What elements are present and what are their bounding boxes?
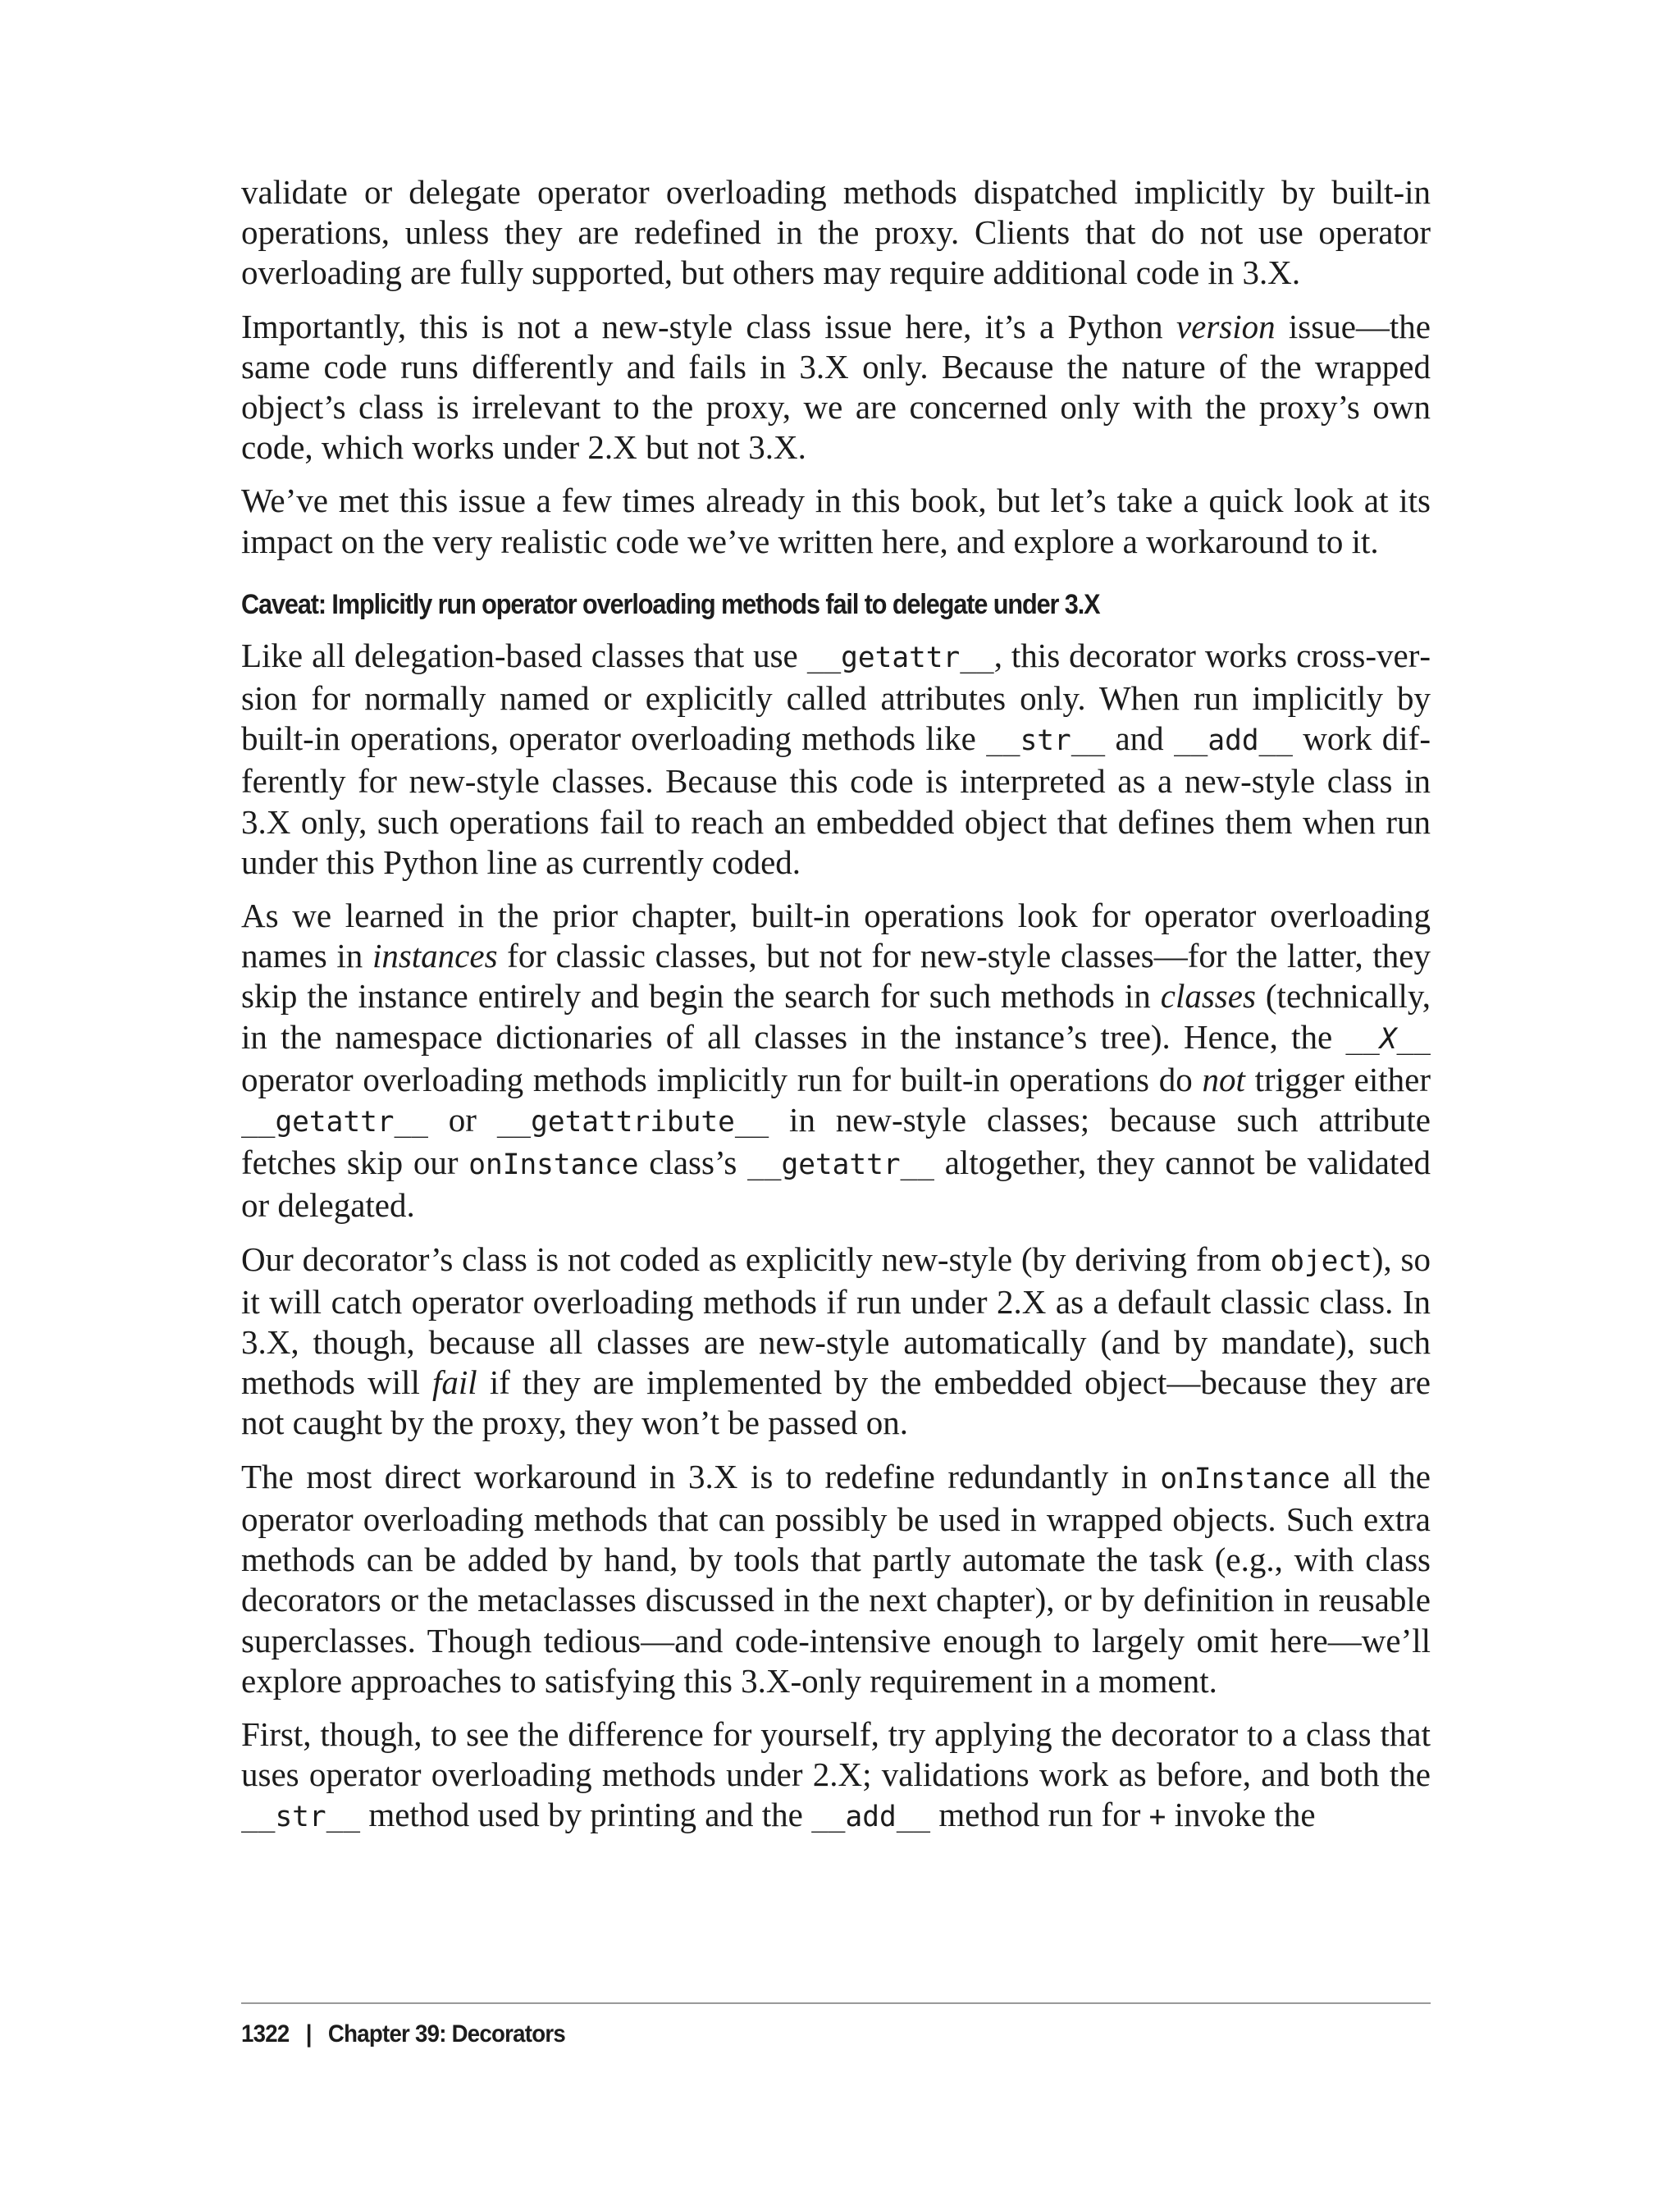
inline-code: __getattr__ xyxy=(747,1148,934,1182)
paragraph xyxy=(241,1457,1431,1701)
emphasis-text: version xyxy=(1176,307,1276,345)
paragraph xyxy=(241,1714,1431,1838)
page-number: 1322 xyxy=(241,2020,290,2048)
paragraph-text: method used by printing and the xyxy=(360,1796,812,1834)
paragraph-text: operator overloading methods implicitly run for built-in operations do xyxy=(241,1060,1203,1098)
inline-code: object xyxy=(1270,1244,1372,1278)
paragraph-text: and xyxy=(1105,719,1174,758)
paragraph-text: Like all delegation-based classes that use xyxy=(241,636,807,674)
paragraph xyxy=(241,896,1431,1226)
inline-code: __getattr__ xyxy=(806,641,994,674)
footer-divider xyxy=(241,2002,1431,2004)
page-footer xyxy=(241,2018,565,2051)
inline-code: onInstance xyxy=(1160,1462,1331,1495)
inline-code: __add__ xyxy=(1173,724,1294,758)
paragraph-text: The most direct workaround in 3.X is to redefine redundantly in xyxy=(241,1457,1161,1495)
inline-code: __str__ xyxy=(241,1801,361,1834)
paragraph-text: issue—the same code runs differently and fails in 3.X only. Because the nature of the wrapped object’s class is irrelevant to the proxy, we are concerned only with the proxy’s own code, which works under 2.X but not 3.X. xyxy=(241,307,1431,467)
paragraph xyxy=(241,481,1431,561)
paragraph-text: Importantly, this is not a new-style class issue here, it’s a Python xyxy=(241,307,1176,345)
page-body xyxy=(241,172,1431,1851)
paragraph-text: in new-style classes; because such attribute fetches skip our xyxy=(241,1101,1431,1182)
inline-code: __X__ xyxy=(1345,1022,1431,1056)
paragraph-text: validate or delegate operator overloading methods dispatched implicitly by built-in operations, unless they are redefined in the proxy. Clients that do not use operator overloading are fully supported, but others may require additional code in 3.X. xyxy=(241,173,1431,292)
paragraph-text: We’ve met this issue a few times already in this book, but let’s take a quick look at its impact on the very realistic code we’ve written here, and explore a workaround to it. xyxy=(241,482,1431,560)
inline-code: __getattr__ xyxy=(241,1106,428,1139)
emphasis-text: classes xyxy=(1160,977,1256,1016)
paragraph xyxy=(241,1239,1431,1444)
emphasis-text: not xyxy=(1202,1060,1245,1098)
paragraph-text: method run for xyxy=(930,1796,1149,1834)
paragraph-text: work differently for new-style classes. Because this code is interpreted as a new-style class in 3.X only, such operations fail to reach an embedded object that defines them when run under this Python line as currently coded. xyxy=(241,719,1431,881)
paragraph-text: ), so it will catch operator overloading methods if run under 2.X as a default classic class. In 3.X, though, because all classes are new-style automatically (and by mandate), such methods will xyxy=(241,1239,1431,1402)
inline-code: onInstance xyxy=(468,1148,639,1182)
paragraph-text: all the operator overloading methods that can possibly be used in wrapped objects. Such extra methods can be added by hand, by tools that partly automate the task (e.g., with class decorators or the metaclasses discussed in the next chapter), or by definition in reusable superclasses. Though tedious—and code-intensive enough to largely omit here—we’ll explore approaches to satisfying this 3.X-only requirement in a moment. xyxy=(241,1457,1431,1700)
emphasis-text: fail xyxy=(432,1363,477,1402)
paragraph xyxy=(241,172,1431,294)
paragraph xyxy=(241,307,1431,468)
section-heading: Caveat: Implicitly run operator overloading methods fail to delegate under 3.X xyxy=(241,588,1100,620)
paragraph-text: (technically, in the namespace dictionaries of all classes in the instance’s tree). Hence, the xyxy=(241,977,1431,1056)
paragraph-text: class’s xyxy=(638,1144,748,1182)
paragraph-text: invoke the xyxy=(1166,1796,1316,1834)
paragraph-text: First, though, to see the difference for yourself, try applying the decorator to a class that uses operator overloading methods under 2.X; validations work as before, and both the xyxy=(241,1714,1431,1794)
paragraph-text: altogether, they cannot be validated or delegated. xyxy=(241,1144,1431,1225)
inline-code: __str__ xyxy=(986,724,1106,758)
inline-code: + xyxy=(1148,1801,1166,1834)
paragraph-text: trigger either xyxy=(1244,1060,1431,1098)
inline-code: __add__ xyxy=(811,1801,931,1834)
paragraph-text: , this decorator works cross-version for normally named or explicitly called attributes only. When run implicitly by built-in operations, operator overloading methods like xyxy=(241,636,1431,758)
paragraph xyxy=(241,636,1431,883)
chapter-title: Chapter 39: Decorators xyxy=(327,2020,565,2048)
paragraph-text: As we learned in the prior chapter, built-in operations look for operator overloading names in xyxy=(241,897,1431,975)
paragraph-text: or xyxy=(427,1101,497,1139)
footer-separator: | xyxy=(305,2020,312,2048)
emphasis-text: instances xyxy=(372,937,498,975)
inline-code: __getattribute__ xyxy=(496,1106,769,1139)
paragraph-text: for classic classes, but not for new-style classes—for the latter, they skip the instance entirely and begin the search for such methods in xyxy=(241,937,1431,1016)
paragraph-text: if they are implemented by the embedded object—because they are not caught by the proxy, they won’t be passed on. xyxy=(241,1363,1431,1442)
paragraph-text: Our decorator’s class is not coded as explicitly new-style (by deriving from xyxy=(241,1239,1271,1278)
